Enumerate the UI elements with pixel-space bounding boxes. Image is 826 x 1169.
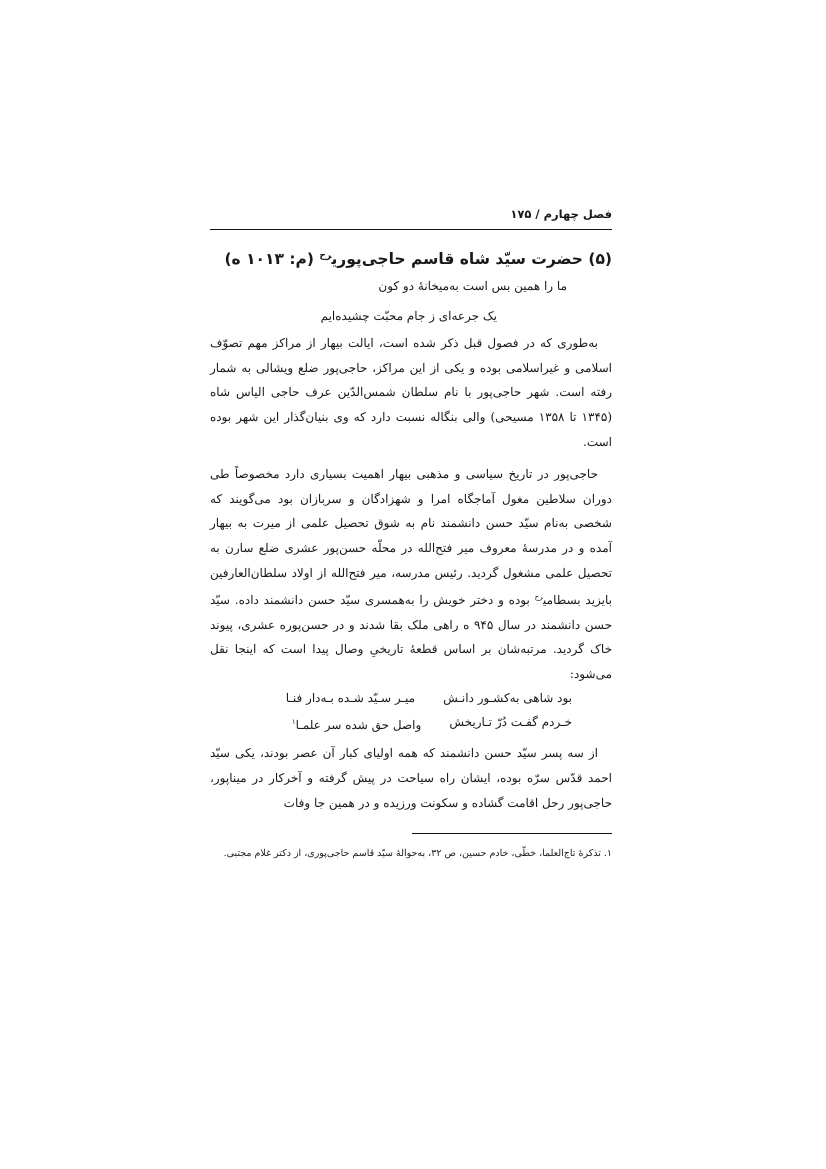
book-page (210, 200, 612, 864)
poem-hemistich (292, 710, 421, 737)
section-title-text: (۵) حضرت سیّد شاه قاسم حاجی‌پوری (331, 250, 612, 269)
paragraph-2 (210, 462, 612, 686)
paragraph-3 (210, 741, 612, 815)
opening-verse-1: ما را همین بس است به‌میخانهٔ دو کون (378, 279, 567, 294)
footnote: ۱. تذکرهٔ تاج‌العلما، خطّی، خادم حسین، ص ۳۲، به‌حوالهٔ سیّد قاسم حاجی‌پوری، از دکتر غلام مجتبی. (223, 848, 612, 860)
historical-poem (210, 686, 612, 737)
paragraph-3-text: از سه پسر سیّد حسن دانشمند که همه اولیای کبار آن عصر بودند، یکی سیّد احمد قدّس سرّه بوده، ایشان راه سیاحت در پیش گرفته و آخرکار در میناپور، حاجی‌پور رحل اقامت گشاده و سکونت ورزیده و در همین جا وفات (210, 746, 612, 810)
poem-row (210, 710, 572, 737)
footnote-marker: ۱ (291, 718, 296, 727)
paragraph-1-text: به‌طوری که در فصول قبل ذکر شده است، ایالت بیهار از مراکز مهم تصوّف اسلامی و غیراسلامی بوده و یکی از این مراکز، حاجی‌پور ضلع ویشالی به شمار رفته است. شهر حاجی‌پور با نام سلطان شمس‌الدّین عرف حاجی الیاس شاه (۱۳۴۵ تا ۱۳۵۸ مسیحی) والی بنگاله نسبت دارد که وی بنیان‌گذار این شهر بوده است. (210, 336, 613, 449)
poem-hemistich: بود شاهی به‌کشـور دانـش (443, 691, 572, 706)
section-title-honorific: رح (319, 251, 332, 261)
poem-hemistich-text: واصل حق شده سر علمـا (295, 718, 422, 733)
section-title (210, 244, 612, 271)
poem-hemistich: میـر سـیّد شـده بـه‌دار فنـا (285, 691, 416, 706)
poem-hemistich: خـردم گفـت دُرّ تـاریخش (449, 715, 572, 730)
paragraph-2-honorific: رح (534, 593, 544, 602)
paragraph-1 (210, 331, 612, 454)
footnote-rule (412, 833, 612, 834)
running-head: فصل چهارم / ۱۷۵ (510, 207, 612, 221)
header-rule (210, 229, 612, 230)
opening-verse-2: یک جرعه‌ای ز جام محبّت چشیده‌ایم (320, 309, 497, 324)
paragraph-2-text-b: بوده و دختر خویش را به‌همسری سیّد حسن دانشمند داده. سیّد حسن دانشمند در سال ۹۴۵ ه راهی ملک بقا شدند و در حسن‌پوره عشری، پیوند خاک گردید. مرتبه‌شان بر اساس قطعهٔ تاریخیِ وصال پیدا است که اینجا نقل می‌شود: (210, 593, 613, 681)
poem-row (210, 686, 572, 710)
paragraph-2-text-a: حاجی‌پور در تاریخ سیاسی و مذهبی بیهار اهمیت بسیاری دارد مخصوصاً طی دوران سلاطین مغول آماجگاه امرا و شهزادگان و سربازان بود می‌گویند که شخصی به‌نام سیّد حسن دانشمند نام به شوق تحصیل علمی از میرت به بیهار آمده و در مدرسهٔ معروف میر فتح‌الله در محلّه حسن‌پور عشری ضلع سارن به تحصیل علمی مشغول گردید. رئیس مدرسه، میر فتح‌الله از اولاد سلطان‌العارفین بایزید بسطامی (210, 467, 612, 608)
section-title-date: (م: ۱۰۱۳ ه) (224, 250, 314, 269)
